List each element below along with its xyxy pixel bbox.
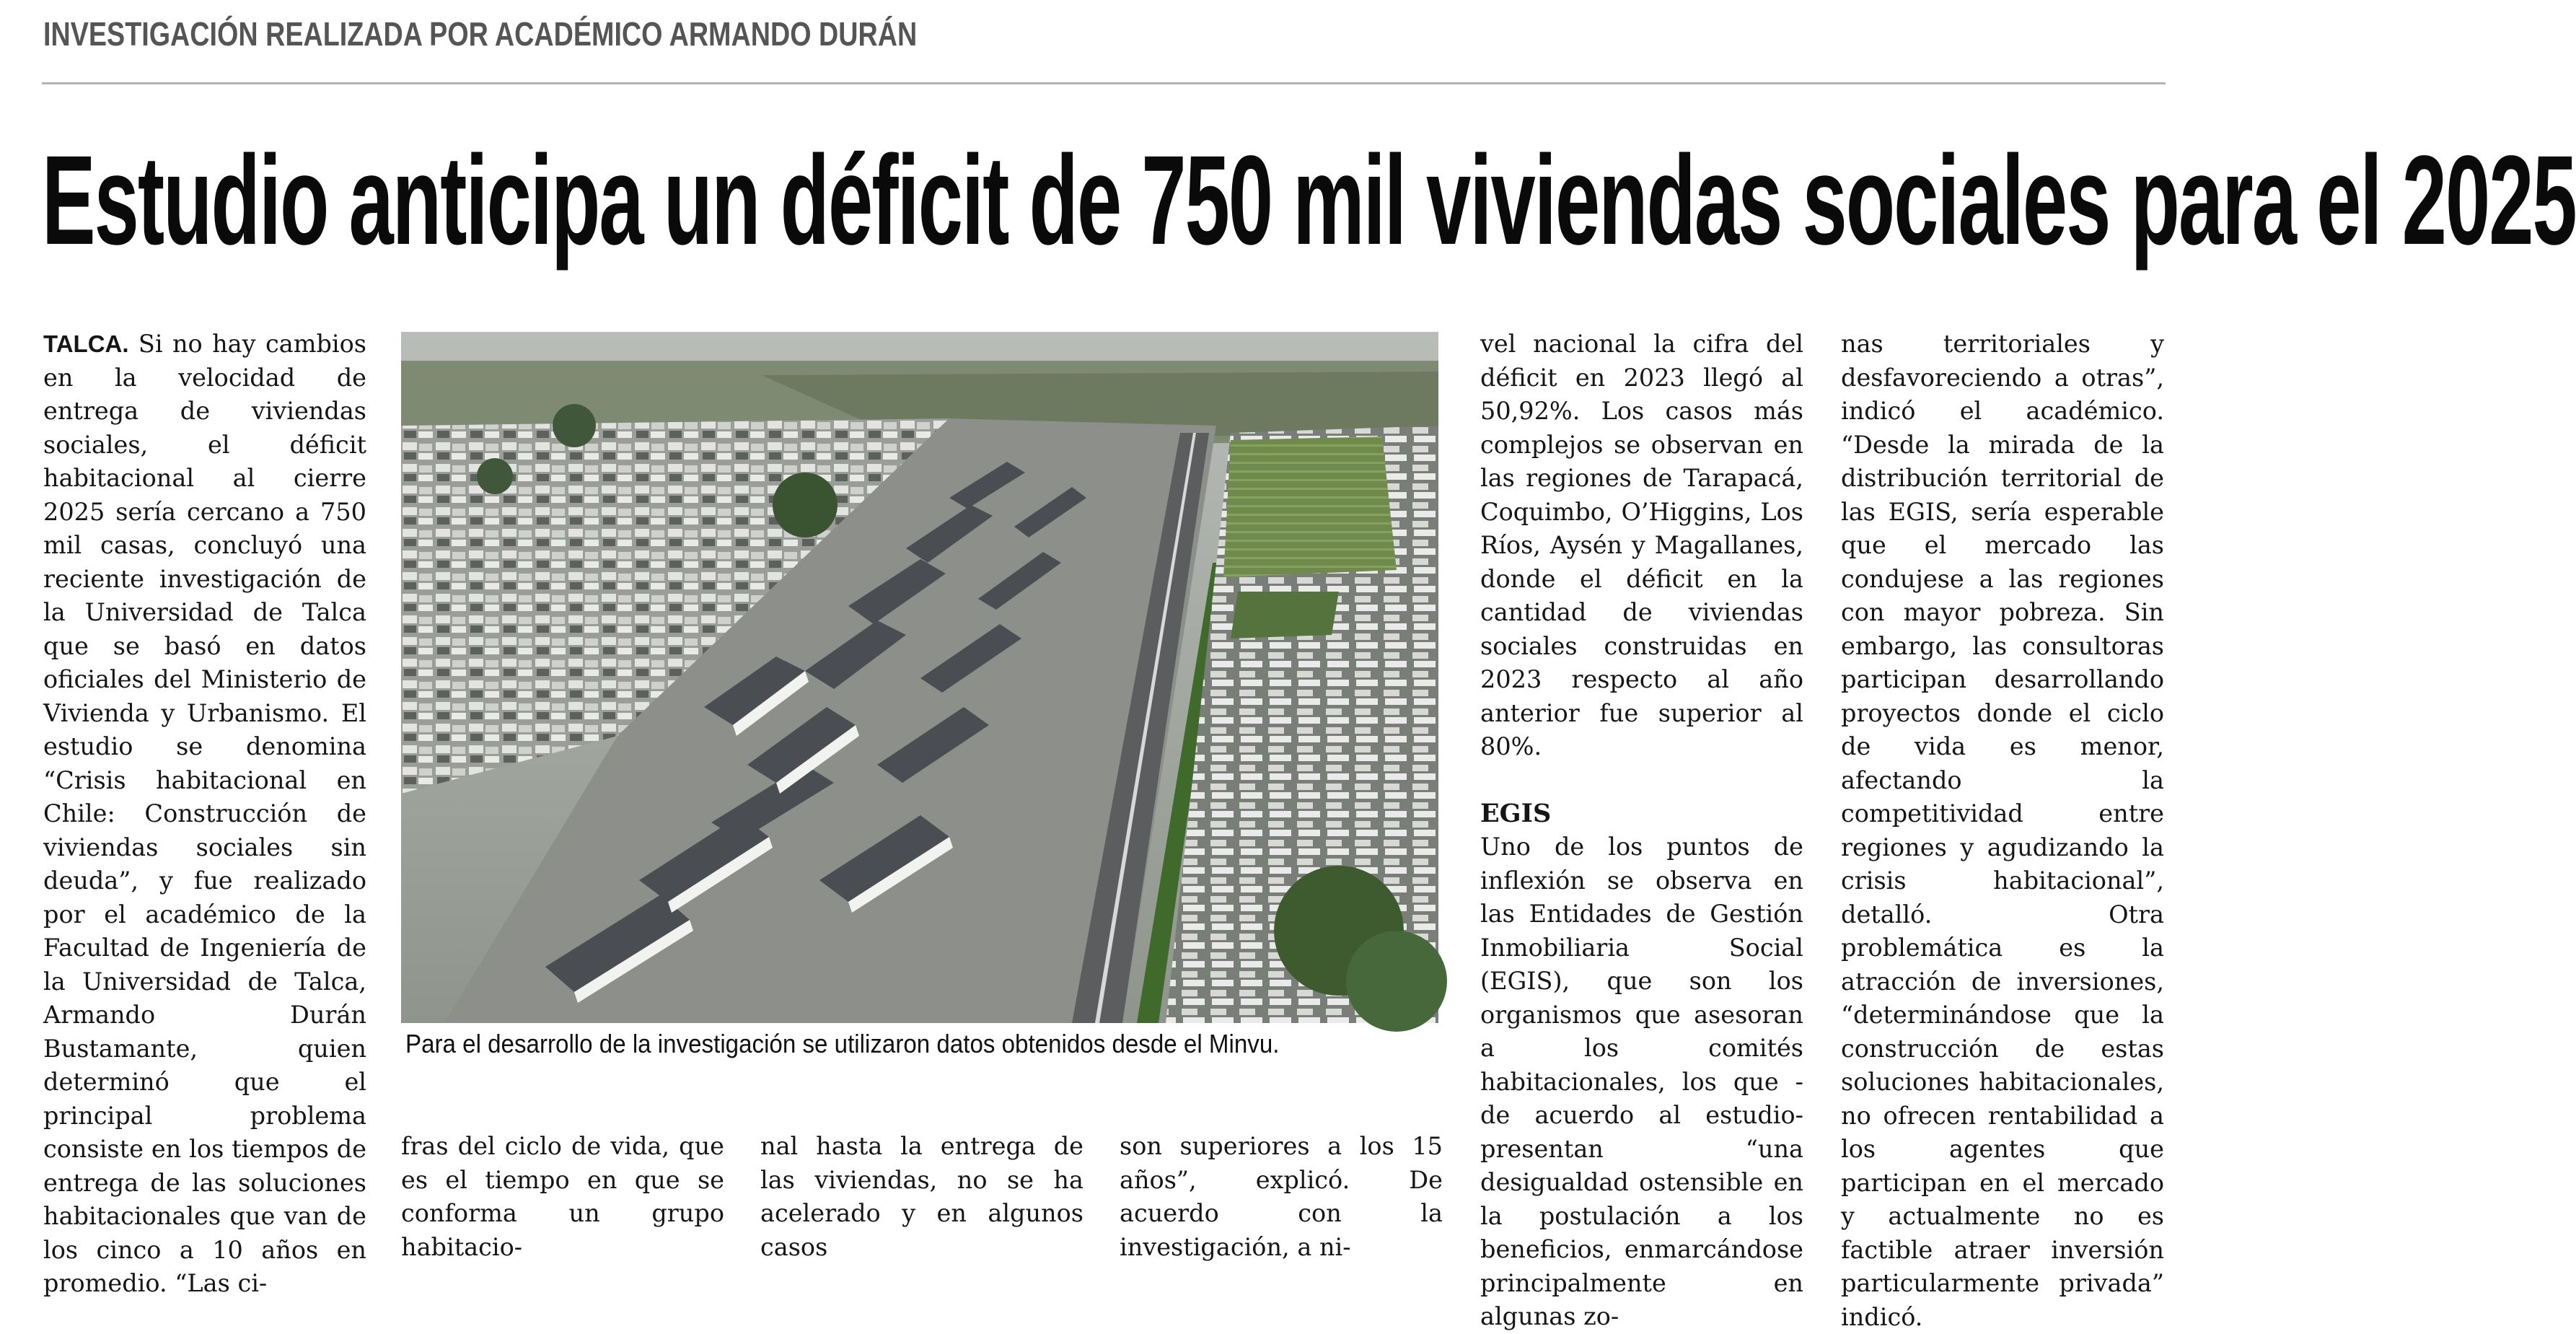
column-1-text: Si no hay cambios en la velocidad de entrega de viviendas sociales, el déficit habitacional al cierre 2025 sería cercano a 750 mil casas, concluyó una reciente investigación de la Universidad de Talca que se basó en datos oficiales del Ministerio de Vivienda y Urbanismo. El estudio se denomina “Crisis habitacional en Chile: Construcción de viviendas sociales sin deuda”, y fue realizado por el académico de la Facultad de Ingeniería de la Universidad de Talca, Armando Durán Bustamante, quien determinó que el principal problema consiste en los tiempos de entrega de las soluciones habitacionales que van de los cinco a 10 años en promedio. “Las ci- xyxy=(43,330,366,1297)
dateline: TALCA. xyxy=(43,330,129,357)
article-column-5 xyxy=(1480,328,1803,1334)
column-5a-text: vel nacional la cifra del déficit en 2023 llegó al 50,92%. Los casos más complejos se observan en las regiones de Tarapacá, Coquimbo, O’Higgins, Los Ríos, Aysén y Magallanes, donde el déficit en la cantidad de viviendas sociales construidas en 2023 respecto al año anterior fue superior al 80%. xyxy=(1480,330,1803,760)
kicker: INVESTIGACIÓN REALIZADA POR ACADÉMICO ARMANDO DURÁN xyxy=(43,15,918,53)
article-column-6 xyxy=(1841,328,2164,1334)
column-3-text: nal hasta la entrega de las viviendas, no se ha acelerado y en algunos casos xyxy=(760,1132,1083,1261)
article-column-4 xyxy=(1120,1130,1443,1264)
article-column-1 xyxy=(43,328,366,1301)
column-2-text: fras del ciclo de vida, que es el tiempo en que se conforma un grupo habitacio- xyxy=(401,1132,724,1261)
column-5b-text: Uno de los puntos de inflexión se observa en las Entidades de Gestión Inmobiliaria Social (EGIS), que son los organismos que asesoran a los comités habitacionales, los que -de acuerdo al estudio- presentan “una desigualdad ostensible en la postulación a los beneficios, enmarcándose principalmente en algunas zo- xyxy=(1480,833,1803,1330)
headline: Estudio anticipa un déficit de 750 mil viviendas sociales para el 2025 xyxy=(42,130,2576,271)
subhead-egis: EGIS xyxy=(1480,798,1552,828)
column-4-text: son superiores a los 15 años”, explicó. De acuerdo con la investigación, a ni- xyxy=(1120,1132,1443,1261)
article-column-3 xyxy=(760,1130,1083,1264)
article-column-2 xyxy=(401,1130,724,1264)
column-6-text: nas territoriales y desfavoreciendo a otras”, indicó el académico. “Desde la mirada de la distribución territorial de las EGIS, sería esperable que el mercado las condujese a las regiones con mayor pobreza. Sin embargo, las consultoras participan desarrollando proyectos donde el ciclo de vida es menor, afectando la competitividad entre regiones y agudizando la crisis habitacional”, detalló. Otra problemática es la atracción de inversiones, “determinándose que la construcción de estas soluciones habitacionales, no ofrecen rentabilidad a los agentes que participan en el mercado y actualmente no es factible atraer inversión particularmente privada” indicó. xyxy=(1841,330,2164,1331)
divider-rule xyxy=(42,82,2166,84)
photo-caption: Para el desarrollo de la investigación se utilizaron datos obtenidos desde el Minvu. xyxy=(405,1029,1280,1058)
aerial-housing-photo xyxy=(401,332,1438,1023)
